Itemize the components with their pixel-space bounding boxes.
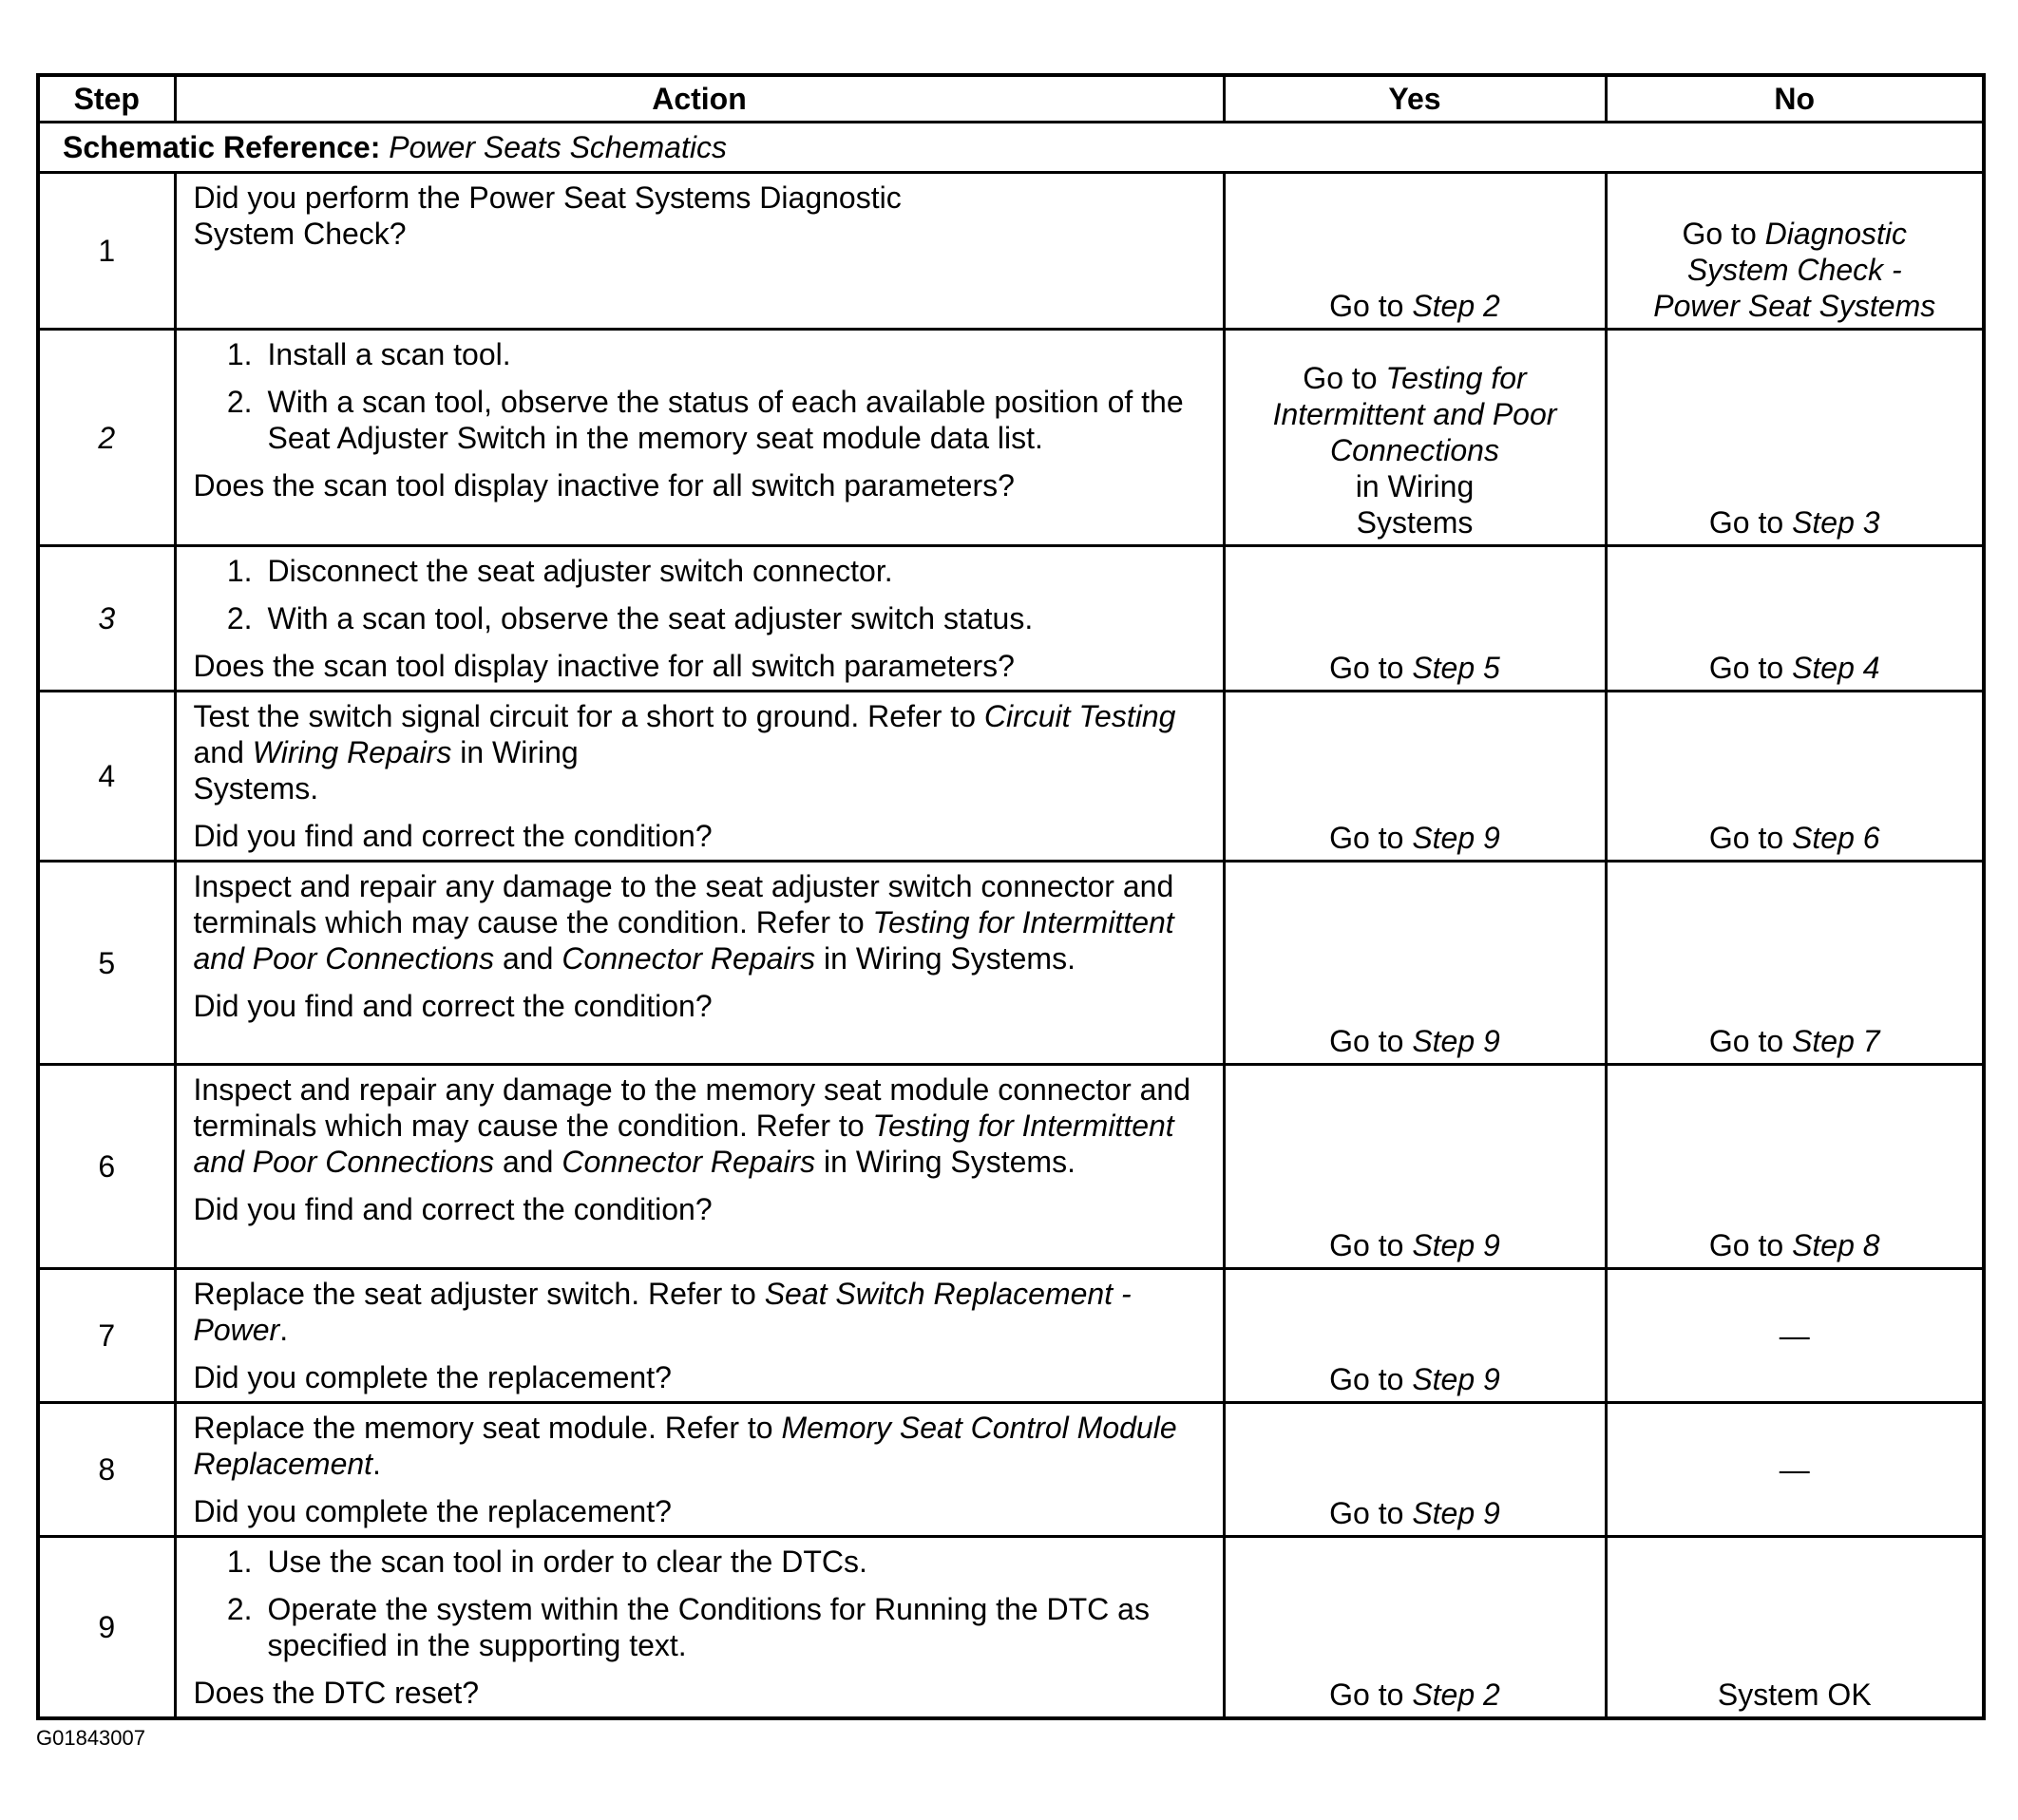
text-segment: Wiring Repairs [252,735,452,769]
text-segment: Step 9 [1412,1228,1500,1262]
text-segment: Test the switch signal circuit for a short to ground. Refer to [193,699,984,733]
step-row [38,546,1984,692]
list-text [268,600,1034,636]
text-segment: Go to [1708,651,1793,685]
text-segment: Operate the system within the Conditions for Running the DTC as specified in the supporting text. [267,1592,1150,1662]
text-segment: Testing for Intermittent and Poor Connections [193,1109,1174,1179]
action-paragraph [194,698,1209,806]
step-number: 2 [38,330,175,546]
no-cell [1606,330,1984,546]
list-number: 1. [226,337,253,371]
step-row [38,173,1984,330]
text-segment: Go to [1329,1228,1413,1262]
action-cell [175,1403,1224,1537]
text-segment: Install a scan tool. [267,337,511,371]
yes-cell [1224,1537,1606,1719]
yes-cell [1224,330,1606,546]
list-number: 2. [226,1592,253,1626]
text-segment: Did you find and correct the condition? [193,1192,713,1226]
action-paragraph [194,648,1209,684]
action-cell [175,1269,1224,1403]
action-cell [175,862,1224,1065]
action-cell [175,692,1224,862]
action-paragraph [194,1359,1209,1395]
yes-cell [1224,862,1606,1065]
text-segment: Step 4 [1792,651,1880,685]
action-paragraph [194,1071,1209,1180]
action-list-item [194,336,1209,372]
text-segment: Go to [1329,1678,1413,1712]
text-segment: and [193,735,253,769]
no-cell [1606,173,1984,330]
text-segment: in Wiring Systems. [815,1145,1076,1179]
action-paragraph [194,1276,1209,1348]
action-list-item [194,1591,1209,1663]
text-segment: . [372,1447,381,1481]
text-segment: and [494,1145,562,1179]
text-segment: Circuit Testing [983,699,1176,733]
step-row [38,692,1984,862]
action-paragraph [194,1675,1209,1711]
step-number: 7 [38,1269,175,1403]
step-number: 1 [38,173,175,330]
text-segment: Replace the memory seat module. Refer to [193,1411,782,1445]
text-segment: and [494,941,562,976]
list-text [268,1544,867,1580]
schematic-value: Power Seats Schematics [389,130,727,164]
text-segment: Step 9 [1412,1496,1500,1530]
text-segment: Go to [1329,651,1413,685]
list-text [268,336,511,372]
text-segment: Inspect and repair any damage to the memory seat module connector and terminals which may cause the condition. Refer to [193,1072,1190,1143]
list-number: 1. [226,554,253,588]
action-paragraph [194,988,1209,1024]
text-segment: Go to [1708,821,1793,855]
action-list-item [194,1544,1209,1580]
text-segment: Step 9 [1412,1362,1500,1396]
schematic-reference-row [38,123,1984,173]
action-cell [175,173,1224,330]
yes-cell [1224,1065,1606,1269]
text-segment: Connector Repairs [562,941,816,976]
step-number: 6 [38,1065,175,1269]
text-segment: — [1779,1318,1810,1353]
text-segment: Go to [1329,821,1413,855]
action-paragraph [194,1191,1209,1227]
no-cell [1606,1403,1984,1537]
text-segment: Does the scan tool display inactive for all switch parameters? [193,468,1015,502]
no-cell [1606,546,1984,692]
text-segment: Go to [1682,217,1765,251]
text-segment: Step 6 [1792,821,1880,855]
action-list-item [194,600,1209,636]
text-segment: Use the scan tool in order to clear the DTCs. [267,1545,867,1579]
action-list-item [194,384,1209,456]
step-number: 9 [38,1537,175,1719]
action-paragraph [194,1493,1209,1529]
action-cell [175,330,1224,546]
text-segment: Did you perform the Power Seat Systems Diagnostic System Check? [193,180,902,251]
text-segment: Does the DTC reset? [193,1676,480,1710]
text-segment: With a scan tool, observe the seat adjuster switch status. [267,601,1034,635]
text-segment: Go to [1303,361,1386,395]
header-yes: Yes [1224,75,1606,123]
text-segment: With a scan tool, observe the status of each available position of the Seat Adjuster Switch in the memory seat module data list. [267,385,1184,455]
list-text [268,1591,1209,1663]
text-segment: Did you find and correct the condition? [193,989,713,1023]
step-row [38,862,1984,1065]
step-row [38,1065,1984,1269]
no-cell [1606,1537,1984,1719]
text-segment: Disconnect the seat adjuster switch connector. [267,554,893,588]
yes-cell [1224,173,1606,330]
text-segment: System OK [1717,1678,1872,1712]
step-number: 5 [38,862,175,1065]
text-segment: Step 3 [1792,505,1880,540]
header-no: No [1606,75,1984,123]
action-cell [175,1065,1224,1269]
yes-cell [1224,546,1606,692]
action-paragraph [194,467,1209,503]
schematic-label: Schematic Reference: [63,130,381,164]
list-number: 2. [226,385,253,419]
text-segment: Replace the seat adjuster switch. Refer to [193,1277,765,1311]
action-paragraph [194,818,1209,854]
step-row [38,330,1984,546]
text-segment: — [1779,1452,1810,1487]
no-cell [1606,692,1984,862]
text-segment: Did you complete the replacement? [193,1494,672,1528]
step-number: 3 [38,546,175,692]
step-row [38,1537,1984,1719]
text-segment: Go to [1708,505,1793,540]
text-segment: Diagnostic System Check - Power Seat Systems [1653,217,1936,323]
text-segment: Go to [1329,289,1413,323]
action-paragraph [194,868,1209,976]
list-number: 2. [226,601,253,635]
header-action: Action [175,75,1224,123]
text-segment: Inspect and repair any damage to the seat adjuster switch connector and terminals which may cause the condition. Refer to [193,869,1174,939]
figure-id: G01843007 [36,1726,145,1750]
text-segment: Step 2 [1412,289,1500,323]
diagnostic-table [36,73,1986,1720]
action-paragraph [194,180,1209,252]
text-segment: Step 7 [1792,1024,1880,1058]
no-cell [1606,1065,1984,1269]
text-segment: Step 2 [1412,1678,1500,1712]
text-segment: Does the scan tool display inactive for all switch parameters? [193,649,1015,683]
step-row [38,1403,1984,1537]
list-text [268,384,1209,456]
text-segment: Go to [1329,1024,1413,1058]
action-paragraph [194,1410,1209,1482]
text-segment: Step 8 [1792,1228,1880,1262]
text-segment: Testing for Intermittent and Poor Connections [1272,361,1557,467]
yes-cell [1224,1269,1606,1403]
yes-cell [1224,692,1606,862]
text-segment: in Wiring Systems [1355,469,1475,540]
text-segment: Testing for Intermittent and Poor Connections [193,905,1174,976]
text-segment: Go to [1329,1496,1413,1530]
text-segment: Step 5 [1412,651,1500,685]
text-segment: Did you complete the replacement? [193,1360,672,1394]
header-step: Step [38,75,175,123]
no-cell [1606,1269,1984,1403]
action-cell [175,546,1224,692]
list-text [268,553,893,589]
text-segment: Did you find and correct the condition? [193,819,713,853]
step-row [38,1269,1984,1403]
step-number: 8 [38,1403,175,1537]
text-segment: Step 9 [1412,821,1500,855]
text-segment: in Wiring Systems. [815,941,1076,976]
list-number: 1. [226,1545,253,1579]
header-row [38,75,1984,123]
no-cell [1606,862,1984,1065]
yes-cell [1224,1403,1606,1537]
text-segment: in Wiring Systems. [193,735,579,806]
text-segment: Step 9 [1412,1024,1500,1058]
text-segment: Go to [1708,1024,1793,1058]
text-segment: Go to [1708,1228,1793,1262]
text-segment: Memory Seat Control Module Replacement [193,1411,1177,1481]
step-number: 4 [38,692,175,862]
action-cell [175,1537,1224,1719]
text-segment: Go to [1329,1362,1413,1396]
text-segment: Seat Switch Replacement - Power [193,1277,1132,1347]
text-segment: Connector Repairs [562,1145,816,1179]
action-list-item [194,553,1209,589]
text-segment: . [279,1313,289,1347]
